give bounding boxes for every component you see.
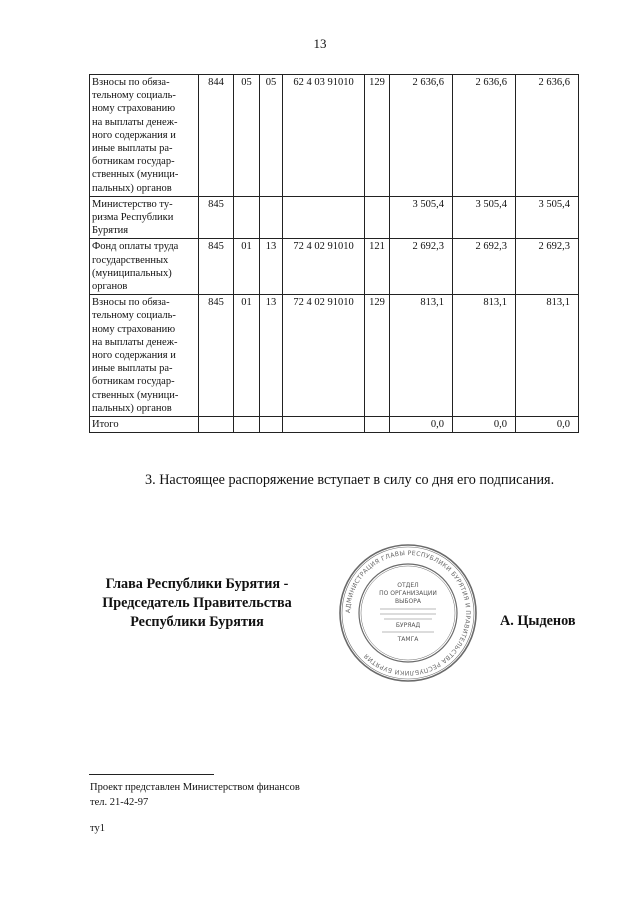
seal-outer-text: АДМИНИСТРАЦИЯ ГЛАВЫ РЕСПУБЛИКИ БУРЯТИЯ И ПРАВИТЕЛЬСТВА РЕСПУБЛИКИ БУРЯТИЯ	[344, 549, 472, 677]
section-cell: 01	[234, 239, 260, 295]
expense-type-cell	[365, 196, 390, 239]
signatory-title-line: Председатель Правительства	[102, 595, 292, 611]
executor-initials: ту1	[90, 823, 105, 834]
page-number: 13	[313, 36, 327, 51]
row-name-cell: Взносы по обяза- тельному социаль- ному страхованию на выплаты денеж- ного содержания и иные выплаты ра- ботникам государ- ственных (муници- пальных) органов	[90, 295, 199, 417]
ved-code-cell: 845	[199, 239, 234, 295]
amount-cell: 0,0	[516, 417, 579, 433]
signatory-title-line: Республики Бурятия	[130, 614, 264, 630]
seal-line: ВЫБОРА	[395, 598, 421, 605]
table-row	[90, 417, 579, 433]
amount-cell: 813,1	[516, 295, 579, 417]
seal-line: ПО ОРГАНИЗАЦИИ	[379, 590, 437, 597]
budget-table	[89, 74, 579, 433]
amount-cell: 2 692,3	[516, 239, 579, 295]
row-name-cell: Итого	[90, 417, 199, 433]
svg-text:АДМИНИСТРАЦИЯ ГЛАВЫ РЕСПУБЛИКИ	[345, 550, 471, 676]
amount-cell: 2 636,6	[516, 75, 579, 197]
subsection-cell: 13	[260, 295, 283, 417]
expense-type-cell: 129	[365, 75, 390, 197]
footnote	[90, 780, 300, 810]
subsection-cell	[260, 417, 283, 433]
amount-cell: 3 505,4	[453, 196, 516, 239]
seal-line: ОТДЕЛ	[397, 582, 419, 589]
signatory-title-line: Глава Республики Бурятия -	[105, 576, 289, 592]
expense-type-cell	[365, 417, 390, 433]
amount-cell: 2 692,3	[390, 239, 453, 295]
table-row	[90, 239, 579, 295]
footnote-line: тел. 21-42-97	[90, 797, 149, 808]
subsection-cell	[260, 196, 283, 239]
target-article-cell: 72 4 02 91010	[283, 295, 365, 417]
section-cell	[234, 417, 260, 433]
amount-cell: 0,0	[390, 417, 453, 433]
seal-line: ТАМГА	[397, 636, 419, 643]
ved-code-cell: 845	[199, 196, 234, 239]
amount-cell: 2 692,3	[453, 239, 516, 295]
ved-code-cell	[199, 417, 234, 433]
signatory-title	[82, 575, 312, 632]
table-row	[90, 75, 579, 197]
target-article-cell	[283, 417, 365, 433]
seal-line: БУРЯАД	[395, 622, 421, 629]
target-article-cell	[283, 196, 365, 239]
table-row	[90, 295, 579, 417]
amount-cell: 0,0	[453, 417, 516, 433]
official-seal	[338, 543, 478, 683]
footnote-line: Проект представлен Министерством финансов	[90, 782, 300, 793]
signatory-name: А. Цыденов	[500, 613, 576, 629]
target-article-cell: 62 4 03 91010	[283, 75, 365, 197]
amount-cell: 2 636,6	[453, 75, 516, 197]
target-article-cell: 72 4 02 91010	[283, 239, 365, 295]
amount-cell: 813,1	[453, 295, 516, 417]
ved-code-cell: 844	[199, 75, 234, 197]
subsection-cell: 13	[260, 239, 283, 295]
amount-cell: 3 505,4	[516, 196, 579, 239]
section-cell: 05	[234, 75, 260, 197]
footnote-divider	[89, 774, 214, 775]
table-row	[90, 196, 579, 239]
amount-cell: 813,1	[390, 295, 453, 417]
decree-point: 3. Настоящее распоряжение вступает в силу со дня его подписания.	[145, 472, 555, 488]
subsection-cell: 05	[260, 75, 283, 197]
expense-type-cell: 121	[365, 239, 390, 295]
row-name-cell: Взносы по обяза- тельному социаль- ному страхованию на выплаты денеж- ного содержания и иные выплаты ра- ботникам государ- ственных (муници- пальных) органов	[90, 75, 199, 197]
section-cell: 01	[234, 295, 260, 417]
section-cell	[234, 196, 260, 239]
row-name-cell: Министерство ту- ризма Республики Бурятия	[90, 196, 199, 239]
expense-type-cell: 129	[365, 295, 390, 417]
row-name-cell: Фонд оплаты труда государственных (муниципальных) органов	[90, 239, 199, 295]
ved-code-cell: 845	[199, 295, 234, 417]
amount-cell: 3 505,4	[390, 196, 453, 239]
amount-cell: 2 636,6	[390, 75, 453, 197]
